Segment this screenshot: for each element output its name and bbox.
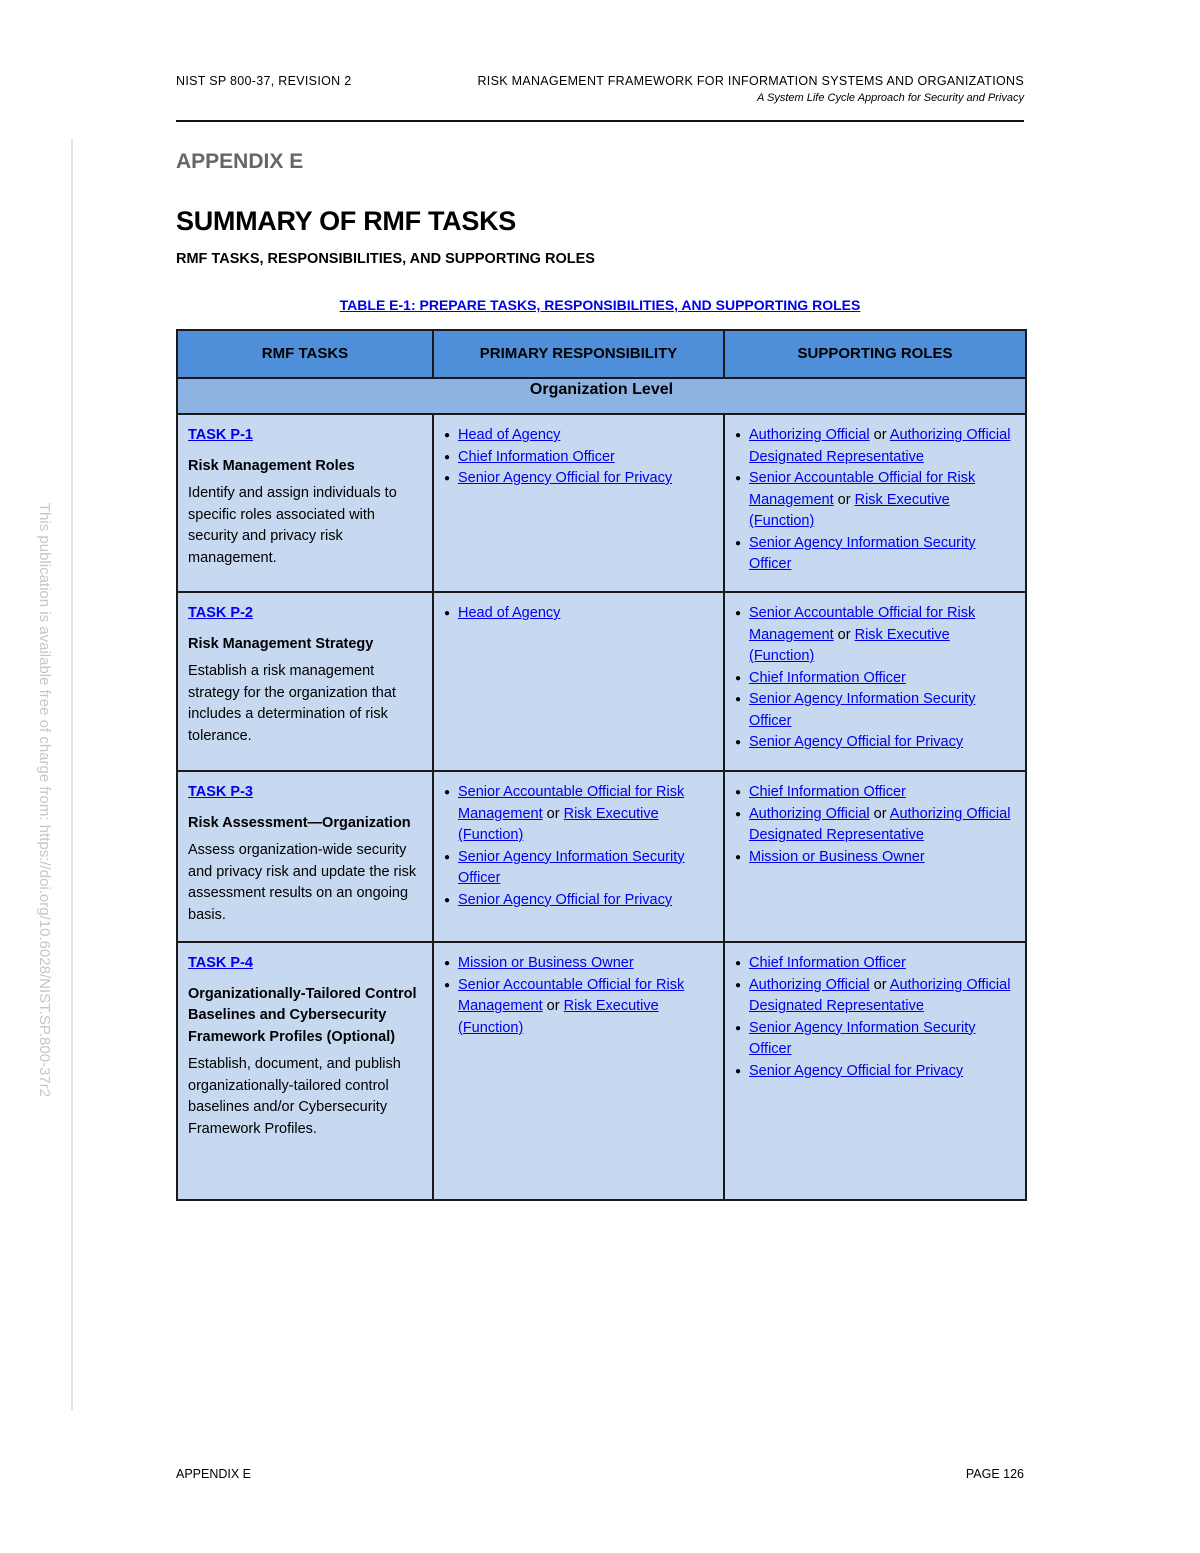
role-link[interactable]: Risk Executive (Function) <box>749 491 950 529</box>
role-link[interactable]: Mission or Business Owner <box>749 848 925 865</box>
task-id-link[interactable]: TASK P-4 <box>188 955 253 971</box>
list-item <box>735 533 1015 576</box>
list-item <box>444 847 713 890</box>
role-link[interactable]: Senior Agency Official for Privacy <box>458 891 673 908</box>
role-link[interactable]: Senior Agency Official for Privacy <box>458 470 673 486</box>
list-item <box>735 732 1015 754</box>
task-description: Identify and assign individuals to specific roles associated with security and privacy risk management. <box>188 485 397 566</box>
table-row <box>177 592 1026 771</box>
footer-page-number: PAGE 126 <box>965 1467 1024 1481</box>
role-link[interactable]: Senior Accountable Official for Risk Management <box>458 976 685 1014</box>
task-cell <box>177 414 433 592</box>
list-item <box>735 782 1015 804</box>
running-header-left: NIST SP 800-37, REVISION 2 <box>176 74 352 88</box>
role-link[interactable]: Chief Information Officer <box>749 955 906 971</box>
table-header-row <box>177 330 1026 378</box>
task-description: Establish a risk management strategy for the organization that includes a determination of risk tolerance. <box>188 663 396 744</box>
primary-responsibility-cell <box>433 592 724 771</box>
supporting-roles-cell <box>724 771 1026 942</box>
table-row <box>177 414 1026 592</box>
supporting-roles-cell <box>724 942 1026 1200</box>
role-link[interactable]: Authorizing Official Designated Representative <box>749 427 1011 465</box>
role-link[interactable]: Head of Agency <box>458 427 561 443</box>
or-text: or <box>837 491 851 508</box>
primary-responsibility-cell <box>433 414 724 592</box>
role-link[interactable]: Authorizing Official <box>749 805 870 822</box>
list-item <box>735 975 1015 1018</box>
list-item <box>444 975 713 1040</box>
role-link[interactable]: Senior Accountable Official for Risk Management <box>749 605 976 643</box>
section-subtitle: RMF TASKS, RESPONSIBILITIES, AND SUPPORTING ROLES <box>176 251 595 267</box>
role-link[interactable]: Chief Information Officer <box>749 784 906 800</box>
role-link[interactable]: Head of Agency <box>458 605 561 621</box>
task-cell <box>177 592 433 771</box>
table-caption-link[interactable]: TABLE E-1: PREPARE TASKS, RESPONSIBILITIES, AND SUPPORTING ROLES <box>339 297 861 313</box>
role-link[interactable]: Senior Agency Official for Privacy <box>749 734 964 750</box>
role-link[interactable]: Risk Executive (Function) <box>458 998 659 1036</box>
running-header-subtitle: A System Life Cycle Approach for Security and Privacy <box>757 92 1024 104</box>
page-title: SUMMARY OF RMF TASKS <box>176 206 516 236</box>
table-row <box>177 771 1026 942</box>
task-name: Organizationally-Tailored Control Baselines and Cybersecurity Framework Profiles (Optional) <box>188 985 417 1045</box>
col-header-tasks: RMF TASKS <box>177 330 433 378</box>
list-item <box>735 468 1015 533</box>
rmf-tasks-table <box>176 329 1027 1201</box>
header-rule <box>176 120 1024 122</box>
or-text: or <box>873 976 887 993</box>
role-link[interactable]: Senior Accountable Official for Risk Management <box>749 470 976 508</box>
role-link[interactable]: Chief Information Officer <box>458 448 615 465</box>
list-item <box>735 689 1015 732</box>
task-cell <box>177 771 433 942</box>
list-item <box>735 847 1015 869</box>
list-item <box>444 890 713 912</box>
role-link[interactable]: Senior Agency Information Security Officer <box>749 1019 976 1057</box>
role-link[interactable]: Chief Information Officer <box>749 669 906 686</box>
availability-note: This publication is available free of charge from: https://doi.org/10.6028/NIST.SP.800-37r2 <box>36 502 53 1098</box>
role-link[interactable]: Risk Executive (Function) <box>749 626 950 664</box>
or-text: or <box>873 427 887 443</box>
primary-responsibility-cell <box>433 942 724 1200</box>
role-link[interactable]: Authorizing Official <box>749 427 870 443</box>
role-link[interactable]: Senior Agency Information Security Officer <box>458 848 685 886</box>
appendix-title: APPENDIX E <box>176 150 304 173</box>
or-text: or <box>546 805 560 822</box>
list-item <box>735 1061 1015 1083</box>
task-description: Establish, document, and publish organizationally-tailored control baselines and/or Cybersecurity Framework Profiles. <box>188 1056 401 1137</box>
list-item <box>444 447 713 469</box>
role-link[interactable]: Risk Executive (Function) <box>458 805 659 843</box>
task-id-link[interactable]: TASK P-2 <box>188 605 253 621</box>
col-header-primary: PRIMARY RESPONSIBILITY <box>433 330 724 378</box>
role-link[interactable]: Senior Accountable Official for Risk Management <box>458 784 685 822</box>
list-item <box>735 425 1015 468</box>
list-item <box>444 782 713 847</box>
role-link[interactable]: Authorizing Official <box>749 976 870 993</box>
role-link[interactable]: Senior Agency Information Security Officer <box>749 534 976 572</box>
role-link[interactable]: Senior Agency Official for Privacy <box>749 1062 964 1079</box>
supporting-roles-cell <box>724 414 1026 592</box>
list-item <box>444 425 713 447</box>
list-item <box>735 1018 1015 1061</box>
task-name: Risk Management Roles <box>188 457 355 474</box>
role-link[interactable]: Senior Agency Information Security Officer <box>749 691 976 729</box>
level-row <box>177 378 1026 414</box>
or-text: or <box>873 805 887 822</box>
side-rule <box>71 138 73 1410</box>
task-cell <box>177 942 433 1200</box>
or-text: or <box>546 998 560 1014</box>
or-text: or <box>837 626 851 643</box>
list-item <box>735 953 1015 975</box>
task-name: Risk Assessment—Organization <box>188 814 411 831</box>
task-name: Risk Management Strategy <box>188 635 374 652</box>
task-id-link[interactable]: TASK P-3 <box>188 784 253 800</box>
table-row <box>177 942 1026 1200</box>
list-item <box>735 668 1015 690</box>
task-description: Assess organization-wide security and privacy risk and update the risk assessment results on an ongoing basis. <box>188 842 417 923</box>
task-id-link[interactable]: TASK P-1 <box>188 427 253 443</box>
list-item <box>444 603 713 625</box>
list-item <box>735 804 1015 847</box>
supporting-roles-cell <box>724 592 1026 771</box>
col-header-supporting: SUPPORTING ROLES <box>724 330 1026 378</box>
role-link[interactable]: Authorizing Official Designated Representative <box>749 976 1011 1014</box>
list-item <box>735 603 1015 668</box>
role-link[interactable]: Mission or Business Owner <box>458 955 634 971</box>
list-item <box>444 953 713 975</box>
role-link[interactable]: Authorizing Official Designated Representative <box>749 805 1011 843</box>
primary-responsibility-cell <box>433 771 724 942</box>
footer-appendix-label: APPENDIX E <box>176 1467 252 1481</box>
organization-level-label: Organization Level <box>177 378 1026 414</box>
running-header-right: RISK MANAGEMENT FRAMEWORK FOR INFORMATION SYSTEMS AND ORGANIZATIONS <box>477 74 1024 88</box>
list-item <box>444 468 713 490</box>
